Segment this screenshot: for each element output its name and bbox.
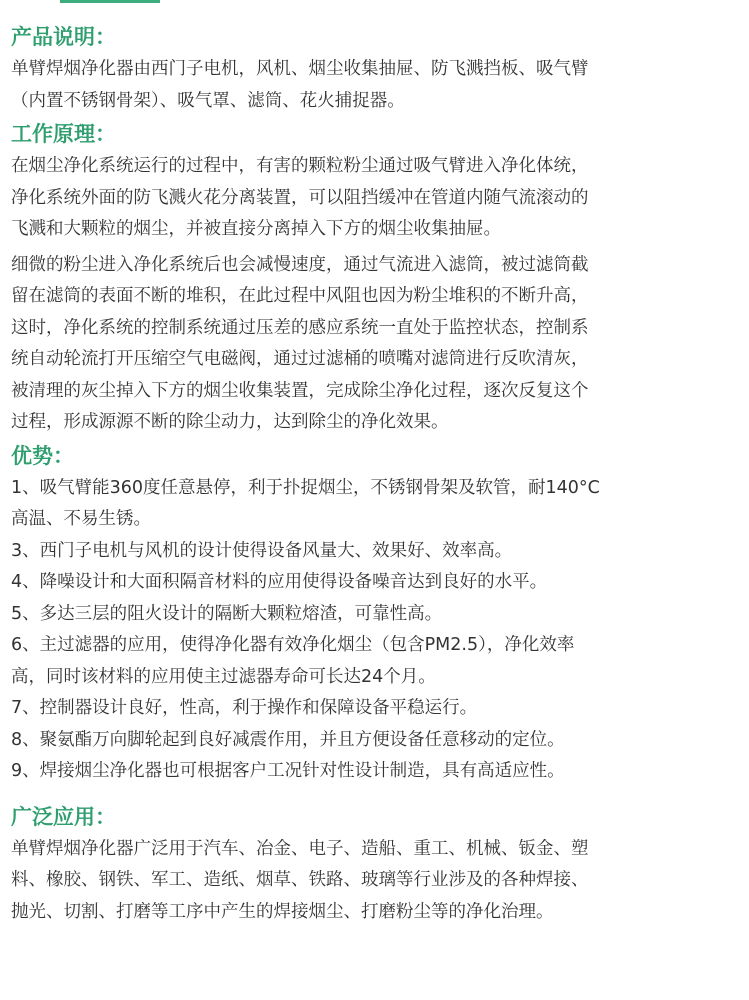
list-item: 9、焊接烟尘净化器也可根据客户工况针对性设计制造，具有高适应性。: [11, 761, 565, 781]
principle-heading: 工作原理：: [11, 122, 116, 146]
paragraph-line: 在烟尘净化系统运行的过程中，有害的颗粒粉尘通过吸气臂进入净化体统，: [11, 156, 589, 176]
paragraph-line: 被清理的灰尘掉入下方的烟尘收集装置，完成除尘净化过程，逐次反复这个: [11, 380, 589, 401]
paragraph-line: 料、橡胶、钢铁、军工、造纸、烟草、铁路、玻璃等行业涉及的各种焊接、: [11, 870, 589, 890]
paragraph-line: 单臂焊烟净化器由西门子电机，风机、烟尘收集抽屉、防飞溅挡板、吸气臂: [11, 59, 589, 79]
list-item: 高，同时该材料的应用使主过滤器寿命可长达24个月。: [11, 666, 436, 687]
top-accent-rule: [60, 0, 160, 3]
list-item: 6、主过滤器的应用，使得净化器有效净化烟尘（包含PM2.5），净化效率: [11, 635, 575, 655]
paragraph-line: 抛光、切割、打磨等工序中产生的焊接烟尘、打磨粉尘等的净化治理。: [11, 901, 554, 922]
product-description-document: [11, 20, 739, 928]
advantages-heading: 优势：: [11, 443, 74, 468]
paragraph-line: 飞溅和大颗粒的烟尘，并被直接分离掉入下方的烟尘收集抽屉。: [11, 219, 501, 239]
list-item: 8、聚氨酯万向脚轮起到良好减震作用，并且方便设备任意移动的定位。: [11, 729, 565, 750]
applications-paragraph: [11, 834, 739, 929]
product-heading: 产品说明：: [11, 25, 116, 49]
paragraph-line: 净化系统外面的防飞溅火花分离装置，可以阻挡缓冲在管道内随气流滚动的: [11, 187, 589, 208]
applications-heading: 广泛应用：: [11, 804, 116, 829]
paragraph-line: 单臂焊烟净化器广泛用于汽车、冶金、电子、造船、重工、机械、钣金、塑: [11, 838, 589, 859]
paragraph-line: 统自动轮流打开压缩空气电磁阀，通过过滤桶的喷嘴对滤筒进行反吹清灰，: [11, 349, 589, 369]
principle-paragraph-2: [11, 250, 739, 439]
paragraph-line: 细微的粉尘进入净化系统后也会减慢速度，通过气流进入滤筒，被过滤筒截: [11, 254, 589, 275]
list-item: 4、降噪设计和大面积隔音材料的应用使得设备噪音达到良好的水平。: [11, 572, 548, 592]
paragraph-line: 留在滤筒的表面不断的堆积，在此过程中风阻也因为粉尘堆积的不断升高，: [11, 286, 589, 306]
list-item: 高温、不易生锈。: [11, 509, 151, 529]
paragraph-line: （内置不锈钢骨架）、吸气罩、滤筒、花火捕捉器。: [11, 90, 405, 111]
paragraph-line: 这时，净化系统的控制系统通过压差的感应系统一直处于监控状态，控制系: [11, 317, 589, 338]
paragraph-line: 过程，形成源源不断的除尘动力，达到除尘的净化效果。: [11, 412, 449, 432]
list-item: 1、吸气臂能360度任意悬停，利于扑捉烟尘，不锈钢骨架及软管，耐140°C: [11, 477, 600, 498]
product-paragraph: [11, 54, 739, 117]
list-item: 7、控制器设计良好，性高，利于操作和保障设备平稳运行。: [11, 698, 478, 718]
list-item: 3、西门子电机与风机的设计使得设备风量大、效果好、效率高。: [11, 540, 513, 561]
advantages-list: [11, 473, 739, 788]
principle-paragraph-1: [11, 151, 739, 246]
list-item: 5、多达三层的阻火设计的隔断大颗粒熔渣，可靠性高。: [11, 603, 443, 624]
